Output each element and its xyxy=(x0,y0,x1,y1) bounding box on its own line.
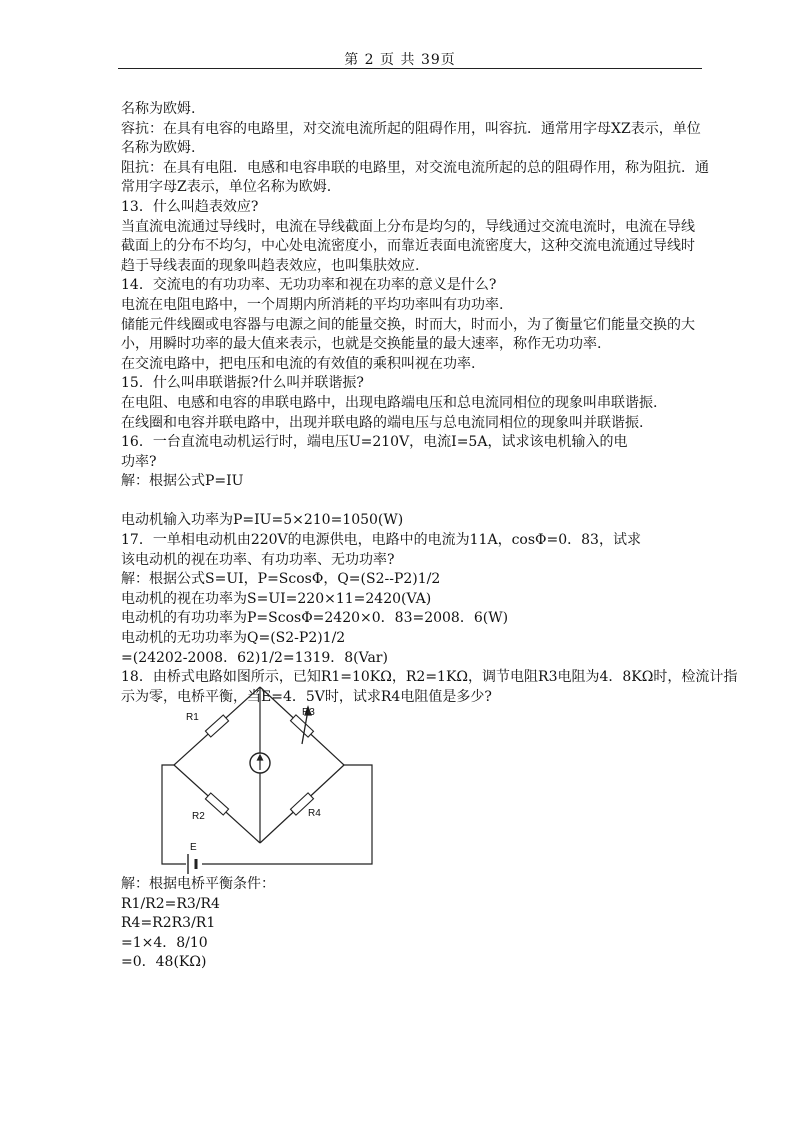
header-divider xyxy=(118,68,702,69)
text-line: 名称为欧姆. xyxy=(121,101,196,117)
battery-symbol xyxy=(188,854,196,874)
question-13: 13．什么叫趋表效应? xyxy=(121,198,259,215)
text-line: 截面上的分布不均匀，中心处电流密度小，而靠近表面电流密度大，这种交流电流通过导线时 xyxy=(121,238,695,255)
text-line: 趋于导线表面的现象叫趋表效应，也叫集肤效应. xyxy=(121,257,420,274)
document-body xyxy=(121,100,738,707)
text-line: 名称为欧姆. xyxy=(121,140,196,157)
text-line: 解：根据公式S=UI，P=ScosΦ，Q=(S2--P2)1/2 xyxy=(121,571,441,588)
formula-line: R1/R2=R3/R4 xyxy=(121,895,220,912)
text-line: 电动机输入功率为P=IU=5×210=1050(W) xyxy=(121,512,404,529)
text-line: 示为零，电桥平衡，当E=4．5V时，试求R4电阻值是多少? xyxy=(121,688,492,705)
text-line: 该电动机的视在功率、有功功率、无功功率? xyxy=(121,551,395,568)
question-17: 17．一单相电动机由220V的电源供电，电路中的电流为11A，cosΦ=0．83，试求 xyxy=(121,532,641,549)
label-e: E xyxy=(190,842,197,853)
solution-block xyxy=(121,875,711,973)
label-r2: R2 xyxy=(192,811,205,822)
text-line: 电动机的视在功率为S=UI=220×11=2420(VA) xyxy=(121,590,432,607)
label-r1: R1 xyxy=(186,712,199,723)
text-line: 在电阻、电感和电容的串联电路中，出现电路端电压和总电流同相位的现象叫串联谐振. xyxy=(121,394,658,411)
text-line: 电动机的有功功率为P=ScosΦ=2420×0．83=2008．6(W) xyxy=(121,610,509,627)
text-line: 在交流电路中，把电压和电流的有效值的乘积叫视在功率. xyxy=(121,355,476,372)
text-line: 解：根据公式P=IU xyxy=(121,473,244,490)
text-line: 解：根据电桥平衡条件： xyxy=(121,876,275,892)
question-14: 14．交流电的有功功率、无功功率和视在功率的意义是什么? xyxy=(121,277,497,294)
question-16: 16．一台直流电动机运行时，端电压U=210V，电流I=5A，试求该电机输入的电 xyxy=(121,434,628,451)
label-r4: R4 xyxy=(308,808,321,819)
text-line: 储能元件线圈或电容器与电源之间的能量交换，时而大，时而小，为了衡量它们能量交换的大 xyxy=(121,316,695,333)
text-line: 当直流电流通过导线时，电流在导线截面上分布是均匀的，导线通过交流电流时，电流在导线 xyxy=(121,218,695,235)
text-line: 在线圈和电容并联电路中，出现并联电路的端电压与总电流同相位的现象叫并联谐振. xyxy=(121,414,644,431)
text-line: 电动机的无功功率为Q=(S2-P2)1/2 xyxy=(121,630,346,647)
text-line: 常用字母Z表示，单位名称为欧姆. xyxy=(121,179,332,196)
text-line: 功率? xyxy=(121,453,157,470)
bridge-circuit-diagram xyxy=(150,677,390,877)
resistor-r1 xyxy=(205,715,228,737)
formula-line: =1×4．8/10 xyxy=(121,934,208,951)
text-line: 小，用瞬时功率的最大值来表示，也就是交换能量的最大速率，称作无功功率. xyxy=(121,336,602,353)
label-r3: R3 xyxy=(302,707,315,718)
blank-line xyxy=(121,492,711,512)
resistor-r2 xyxy=(205,793,228,815)
text-line: =(24202-2008．62)1/2=1319．8(Var) xyxy=(121,649,388,666)
page-header: 第 2 页 共 39页 xyxy=(344,52,456,68)
formula-line: R4=R2R3/R1 xyxy=(121,915,216,932)
wire-right xyxy=(202,765,372,864)
question-15: 15．什么叫串联谐振?什么叫并联谐振? xyxy=(121,375,364,392)
question-18: 18．由桥式电路如图所示，已知R1=10KΩ，R2=1KΩ，调节电阻R3电阻为4．8KΩ时，检流计指 xyxy=(121,669,738,686)
text-line: 容抗：在具有电容的电路里，对交流电流所起的阻碍作用，叫容抗．通常用字母XZ表示，单位 xyxy=(121,120,701,137)
result-line: =0．48(KΩ) xyxy=(121,954,207,971)
text-line: 电流在电阻电路中，一个周期内所消耗的平均功率叫有功功率. xyxy=(121,296,504,313)
wire-left xyxy=(162,765,186,864)
resistor-r3 xyxy=(290,715,313,737)
text-line: 阻抗：在具有电阻．电感和电容串联的电路里，对交流电流所起的总的阻碍作用，称为阻抗．通 xyxy=(121,159,709,176)
